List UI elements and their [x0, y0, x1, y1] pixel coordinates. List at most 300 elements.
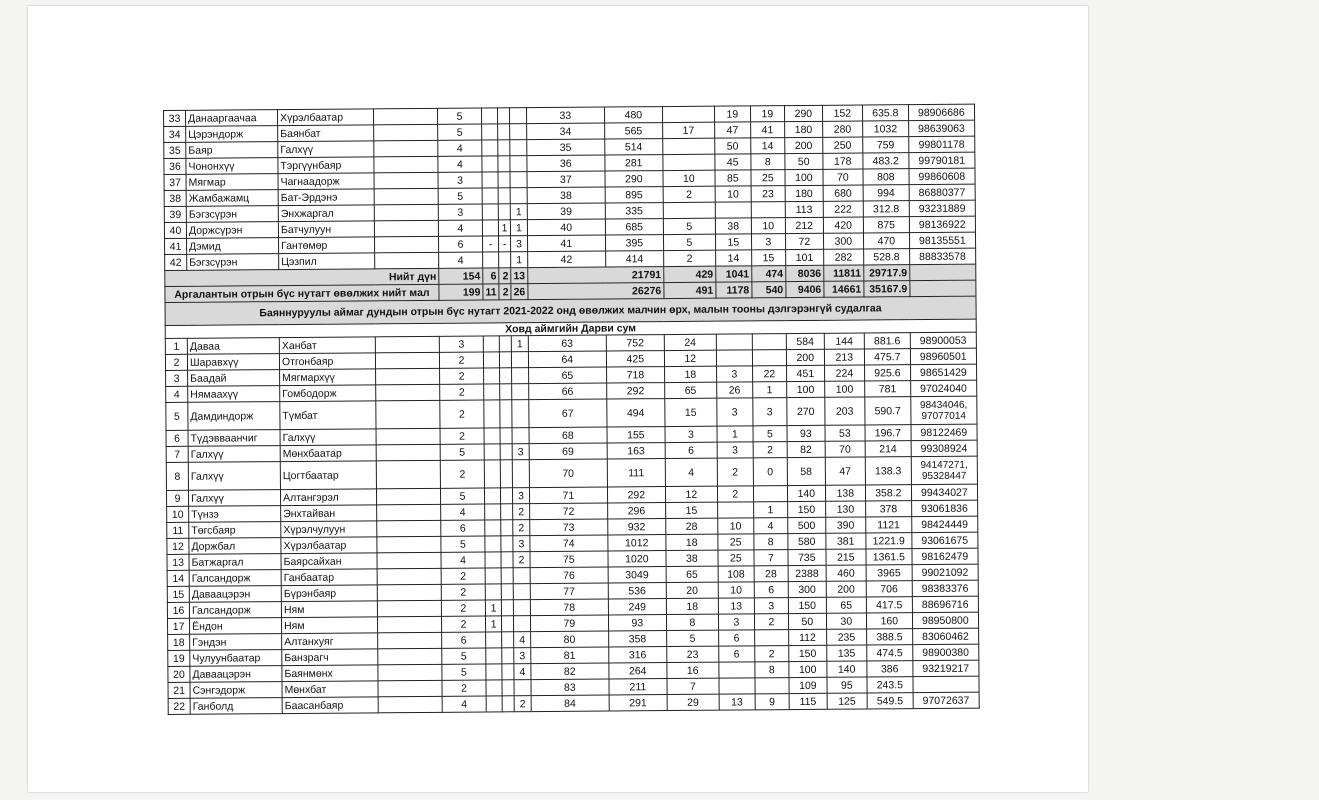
value-2: 18 — [666, 598, 718, 614]
value-3 — [716, 350, 752, 366]
value-7: 358.2 — [865, 485, 911, 501]
value-2: 18 — [664, 366, 716, 382]
value-5: 50 — [788, 613, 826, 629]
value-4: 10 — [751, 218, 785, 234]
index-number: 77 — [530, 583, 608, 600]
phone-number: 98960501 — [910, 348, 976, 365]
household-members: 2 — [441, 600, 485, 616]
value-2: 28 — [666, 518, 718, 534]
grand-total-cell: 14661 — [824, 281, 864, 297]
value-1: 395 — [605, 235, 663, 251]
blank-cell — [377, 520, 441, 537]
index-number: 41 — [527, 235, 605, 252]
value-5: 115 — [789, 693, 827, 709]
household-members: 2 — [440, 384, 484, 400]
row-number: 22 — [168, 698, 190, 714]
parent-name: Цогтбаатар — [280, 461, 376, 490]
phone-number: 83060462 — [912, 628, 978, 645]
blank-cell — [374, 156, 438, 173]
value-7: 528.8 — [863, 249, 909, 265]
count-b — [484, 400, 500, 428]
count-b — [482, 188, 498, 204]
value-3: 13 — [718, 598, 754, 614]
value-6: 222 — [823, 201, 863, 217]
household-members: 5 — [441, 536, 485, 552]
blank-cell — [375, 352, 439, 369]
value-3: 50 — [715, 138, 751, 154]
count-d: 1 — [511, 336, 528, 352]
household-members: 5 — [438, 124, 482, 140]
blank-cell — [376, 460, 440, 489]
value-5: 735 — [788, 549, 826, 565]
phone-number: 98424449 — [912, 516, 978, 533]
index-number: 68 — [529, 427, 607, 444]
count-b — [485, 584, 501, 600]
index-number: 33 — [526, 107, 604, 124]
parent-name: Мөнхбат — [282, 681, 378, 698]
value-2: 5 — [663, 218, 715, 234]
blank-cell — [374, 204, 438, 221]
count-b — [484, 444, 500, 460]
count-d: 4 — [514, 632, 531, 648]
count-d — [512, 384, 529, 400]
value-4: 2 — [754, 614, 788, 630]
row-number: 7 — [166, 446, 188, 462]
count-c — [498, 140, 510, 156]
phone-number: 98136922 — [909, 216, 975, 233]
count-d — [510, 140, 527, 156]
count-b — [482, 156, 498, 172]
value-5: 451 — [786, 365, 824, 381]
parent-name: Энхтайван — [281, 505, 377, 522]
value-4: 41 — [750, 122, 784, 138]
phone-number: 98162479 — [912, 548, 978, 565]
value-3: 3 — [716, 366, 752, 382]
row-number: 34 — [164, 126, 186, 142]
value-1: 536 — [608, 583, 666, 599]
household-members: 3 — [439, 336, 483, 352]
blank-cell — [378, 680, 442, 697]
grand-total-cell: 2 — [499, 284, 511, 300]
grand-total-cell: 9406 — [786, 281, 824, 297]
parent-name: Хүрэлбаатар — [281, 537, 377, 554]
value-6: 30 — [826, 613, 866, 629]
count-b: - — [482, 236, 498, 252]
index-number: 74 — [530, 535, 608, 552]
phone-number: 93061836 — [911, 500, 977, 517]
household-members: 4 — [442, 696, 486, 712]
index-number: 80 — [530, 631, 608, 648]
value-4: 1 — [753, 502, 787, 518]
value-6: 680 — [823, 185, 863, 201]
count-d — [510, 156, 527, 172]
value-2: 17 — [662, 122, 714, 138]
grand-total-cell-empty — [910, 280, 976, 297]
value-1: 358 — [608, 631, 666, 647]
herder-name: Чононхүү — [186, 158, 278, 175]
value-7: 312.8 — [863, 201, 909, 217]
value-3: 2 — [717, 458, 753, 486]
index-number: 40 — [527, 219, 605, 236]
household-members: 5 — [442, 648, 486, 664]
value-6: 130 — [825, 501, 865, 517]
parent-name: Энхжаргал — [278, 205, 374, 222]
value-4 — [751, 202, 785, 218]
value-7: 1221.9 — [866, 533, 912, 549]
phone-number: 99790181 — [909, 152, 975, 169]
blank-cell — [377, 552, 441, 569]
count-d — [512, 428, 529, 444]
row-number: 14 — [167, 570, 189, 586]
herder-name: Бэгзсүрэн — [186, 206, 278, 223]
value-6: 47 — [825, 457, 865, 485]
value-1: 111 — [607, 459, 665, 487]
total-label: Нийт дүн — [165, 268, 439, 286]
count-b — [482, 140, 498, 156]
value-3: 47 — [714, 122, 750, 138]
value-5: 72 — [785, 233, 823, 249]
count-d — [512, 460, 529, 488]
row-number: 42 — [165, 254, 187, 270]
row-number: 35 — [164, 142, 186, 158]
value-1: 1012 — [608, 535, 666, 551]
herder-name: Төгсбаяр — [189, 522, 281, 539]
herder-name: Мягмар — [186, 174, 278, 191]
value-7: 994 — [863, 185, 909, 201]
count-b — [486, 632, 502, 648]
value-6: 420 — [823, 217, 863, 233]
value-6: 125 — [827, 693, 867, 709]
scanned-page — [28, 6, 1088, 792]
grand-total-cell: 491 — [664, 282, 716, 298]
value-7: 160 — [866, 613, 912, 629]
value-3: 85 — [715, 170, 751, 186]
count-d — [510, 108, 527, 124]
value-2: 5 — [663, 234, 715, 250]
value-7: 781 — [864, 381, 910, 397]
value-2: 16 — [667, 662, 719, 678]
section-subtitle: Ховд аймгийн Дарви сум — [165, 319, 976, 338]
parent-name: Ням — [281, 601, 377, 618]
herder-name: Ганболд — [190, 698, 282, 715]
parent-name: Галхүү — [278, 141, 374, 158]
value-5: 212 — [785, 217, 823, 233]
count-d: 3 — [512, 444, 529, 460]
parent-name: Чагнаадорж — [278, 173, 374, 190]
count-b — [483, 252, 499, 268]
row-number: 4 — [166, 386, 188, 402]
count-c — [500, 460, 512, 488]
value-7: 808 — [863, 169, 909, 185]
value-1: 163 — [607, 443, 665, 459]
herder-name: Доржсүрэн — [186, 222, 278, 239]
value-1: 290 — [605, 171, 663, 187]
herder-table-wrapper — [163, 104, 980, 715]
value-1: 281 — [605, 155, 663, 171]
household-members: 2 — [441, 584, 485, 600]
herder-name: Гэндэн — [190, 634, 282, 651]
value-4 — [752, 350, 786, 366]
value-1: 155 — [607, 427, 665, 443]
total-cell: 429 — [664, 266, 716, 282]
herder-name: Даваа — [187, 338, 279, 355]
grand-total-cell: 35167.9 — [864, 281, 910, 297]
value-7: 474.5 — [867, 645, 913, 661]
blank-cell — [375, 336, 439, 353]
value-5: 109 — [789, 677, 827, 693]
value-7: 417.5 — [866, 597, 912, 613]
value-7: 759 — [863, 137, 909, 153]
index-number: 37 — [527, 171, 605, 188]
value-3 — [715, 202, 751, 218]
count-c — [501, 568, 513, 584]
value-3: 1 — [717, 426, 753, 442]
grand-total-label: Аргалантын отрын бүс нутагт өвөлжих нийт мал — [165, 284, 439, 302]
total-cell: 29717.9 — [864, 265, 910, 281]
value-5: 100 — [785, 169, 823, 185]
herder-name: Дамдиндорж — [188, 402, 280, 431]
value-3: 6 — [718, 630, 754, 646]
phone-number: 88696716 — [912, 596, 978, 613]
count-d — [512, 352, 529, 368]
value-3: 26 — [716, 382, 752, 398]
index-number: 38 — [527, 187, 605, 204]
value-7: 470 — [863, 233, 909, 249]
value-1: 292 — [607, 487, 665, 503]
index-number: 71 — [529, 487, 607, 504]
value-2: 8 — [666, 614, 718, 630]
value-7: 881.6 — [864, 333, 910, 349]
blank-cell — [376, 488, 440, 505]
value-6: 95 — [827, 677, 867, 693]
household-members: 3 — [438, 172, 482, 188]
household-members: 5 — [438, 188, 482, 204]
value-3: 25 — [718, 550, 754, 566]
herder-name: Галсандорж — [189, 570, 281, 587]
value-7: 1032 — [862, 121, 908, 137]
count-c — [499, 252, 511, 268]
row-number: 11 — [167, 522, 189, 538]
value-3: 45 — [715, 154, 751, 170]
value-1: 1020 — [608, 551, 666, 567]
value-4: 5 — [753, 426, 787, 442]
herder-name: Даваацэрэн — [189, 586, 281, 603]
value-4: 0 — [753, 458, 787, 486]
value-7: 875 — [863, 217, 909, 233]
value-3: 108 — [718, 566, 754, 582]
phone-number: 98383376 — [912, 580, 978, 597]
value-2: 15 — [665, 398, 717, 426]
herder-livestock-table — [163, 104, 980, 715]
count-c — [502, 664, 514, 680]
count-b — [486, 648, 502, 664]
value-6: 224 — [824, 365, 864, 381]
parent-name: Алтангэрэл — [280, 489, 376, 506]
parent-name: Гомбодорж — [280, 385, 376, 402]
value-6: 300 — [823, 233, 863, 249]
value-2: 20 — [666, 582, 718, 598]
phone-number: 98651429 — [910, 364, 976, 381]
value-5: 93 — [787, 425, 825, 441]
phone-number: 88833578 — [909, 248, 975, 265]
count-c — [501, 488, 513, 504]
value-4: 8 — [754, 534, 788, 550]
count-c: 1 — [498, 220, 510, 236]
phone-number: 94147271, 95328447 — [911, 456, 977, 485]
index-number: 67 — [529, 399, 607, 428]
index-number: 84 — [531, 695, 609, 712]
value-4 — [755, 678, 789, 694]
value-4: 6 — [754, 582, 788, 598]
total-cell-empty — [910, 264, 976, 281]
count-d: 2 — [514, 696, 531, 712]
parent-name: Түмбат — [280, 401, 376, 430]
herder-name: Чулуунбаатар — [190, 650, 282, 667]
herder-name: Сэнгэдорж — [190, 682, 282, 699]
row-number: 3 — [166, 370, 188, 386]
row-number: 41 — [165, 238, 187, 254]
phone-number: 99860608 — [909, 168, 975, 185]
value-5: 580 — [788, 533, 826, 549]
row-number: 5 — [166, 402, 188, 430]
value-6: 200 — [826, 581, 866, 597]
row-number: 6 — [166, 430, 188, 446]
count-c — [500, 428, 512, 444]
grand-total-cell: 26 — [511, 284, 528, 300]
value-2 — [663, 202, 715, 218]
count-c — [502, 632, 514, 648]
row-number: 13 — [167, 554, 189, 570]
value-4: 3 — [751, 234, 785, 250]
phone-number: 98434046, 97077014 — [911, 396, 977, 425]
value-3: 15 — [715, 234, 751, 250]
index-number: 69 — [529, 443, 607, 460]
value-1: 292 — [606, 383, 664, 399]
count-b — [483, 336, 499, 352]
value-5: 150 — [788, 597, 826, 613]
value-2: 4 — [665, 458, 717, 486]
value-2: 18 — [666, 534, 718, 550]
count-b — [485, 536, 501, 552]
value-3: 25 — [718, 534, 754, 550]
count-d — [510, 172, 527, 188]
blank-cell — [375, 252, 439, 269]
value-6: 390 — [826, 517, 866, 533]
blank-cell — [374, 172, 438, 189]
blank-cell — [376, 400, 440, 429]
table-body-bottom — [165, 332, 979, 714]
value-5: 100 — [789, 661, 827, 677]
row-number: 37 — [164, 174, 186, 190]
parent-name: Бүрэнбаяр — [281, 585, 377, 602]
value-3: 38 — [715, 218, 751, 234]
row-number: 36 — [164, 158, 186, 174]
count-c — [498, 172, 510, 188]
value-1: 335 — [605, 203, 663, 219]
parent-name: Мягмархүү — [280, 369, 376, 386]
value-2 — [663, 154, 715, 170]
parent-name: Баасанбаяр — [282, 697, 378, 714]
herder-name: Ёндон — [189, 618, 281, 635]
index-number: 65 — [528, 367, 606, 384]
herder-name: Шаравхүү — [187, 354, 279, 371]
value-2: 12 — [664, 350, 716, 366]
count-b — [482, 172, 498, 188]
value-3 — [719, 678, 755, 694]
row-number: 17 — [167, 618, 189, 634]
value-6: 178 — [823, 153, 863, 169]
value-4 — [754, 630, 788, 646]
value-7: 243.5 — [867, 677, 913, 693]
herder-name: Жамбажамц — [186, 190, 278, 207]
total-cell: 2 — [499, 268, 511, 284]
parent-name: Тэргүүнбаяр — [278, 157, 374, 174]
count-c — [500, 400, 512, 428]
value-5: 290 — [784, 105, 822, 121]
row-number: 33 — [164, 110, 186, 126]
count-d — [514, 680, 531, 696]
blank-cell — [377, 600, 441, 617]
table-body-top — [164, 104, 976, 270]
blank-cell — [378, 664, 442, 681]
parent-name: Галхүү — [280, 429, 376, 446]
household-members: 2 — [442, 680, 486, 696]
count-c — [502, 680, 514, 696]
household-members: 6 — [442, 632, 486, 648]
blank-cell — [376, 428, 440, 445]
index-number: 76 — [530, 567, 608, 584]
value-1: 414 — [605, 251, 663, 267]
phone-number: 99434027 — [911, 484, 977, 501]
household-members: 2 — [440, 368, 484, 384]
parent-name: Хүрэлчулуун — [281, 521, 377, 538]
count-b — [482, 220, 498, 236]
value-5: 584 — [786, 333, 824, 349]
count-b — [484, 488, 500, 504]
herder-name: Нямаахүү — [188, 386, 280, 403]
value-4: 4 — [754, 518, 788, 534]
row-number: 15 — [167, 586, 189, 602]
blank-cell — [377, 584, 441, 601]
count-d: 4 — [514, 664, 531, 680]
parent-name: Гантөмөр — [279, 237, 375, 254]
value-7: 1361.5 — [866, 549, 912, 565]
count-d: 2 — [513, 552, 530, 568]
value-6: 381 — [826, 533, 866, 549]
value-4: 3 — [754, 598, 788, 614]
parent-name: Банзрагч — [282, 649, 378, 666]
household-members: 3 — [438, 204, 482, 220]
count-b: 1 — [485, 616, 501, 632]
value-7: 138.3 — [865, 457, 911, 485]
value-2: 29 — [667, 694, 719, 710]
count-b — [483, 352, 499, 368]
value-7: 378 — [865, 501, 911, 517]
value-2: 65 — [666, 566, 718, 582]
household-members: 2 — [440, 460, 484, 488]
value-1: 296 — [607, 503, 665, 519]
value-7: 549.5 — [867, 693, 913, 709]
grand-total-cell: 199 — [439, 284, 483, 300]
value-5: 140 — [787, 485, 825, 501]
blank-cell — [374, 124, 438, 141]
value-1: 93 — [608, 615, 666, 631]
household-members: 4 — [441, 504, 485, 520]
count-c — [501, 552, 513, 568]
count-c — [499, 336, 511, 352]
value-6: 460 — [826, 565, 866, 581]
parent-name: Ганбаатар — [281, 569, 377, 586]
